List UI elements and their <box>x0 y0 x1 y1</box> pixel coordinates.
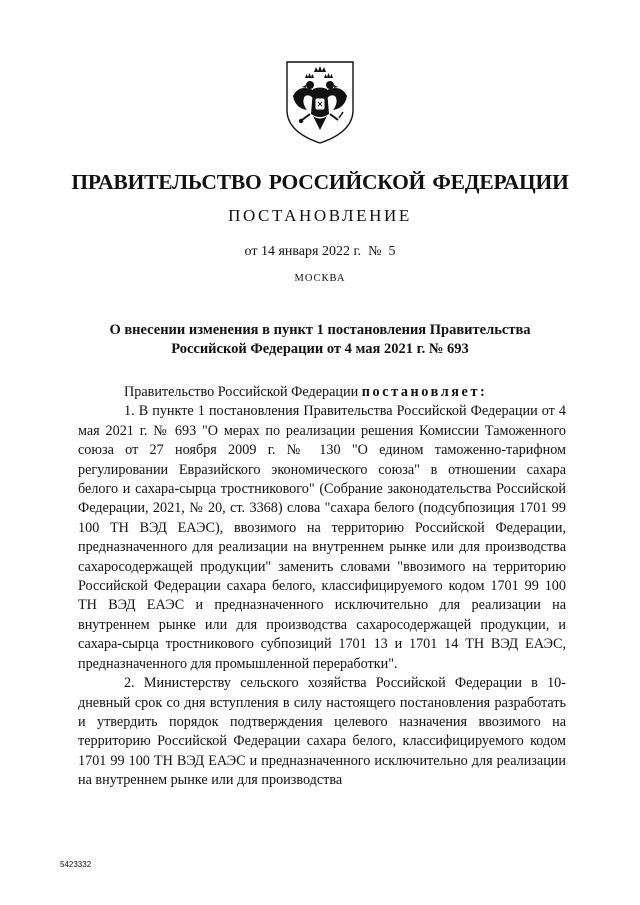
document-subject <box>0 321 640 359</box>
intro-paragraph <box>78 383 566 402</box>
russian-coat-of-arms-icon <box>283 58 357 146</box>
page-code: 5423332 <box>60 860 92 869</box>
document-date-number: от 14 января 2022 г. № 5 <box>244 244 396 259</box>
subject-line-2: Российской Федерации от 4 мая 2021 г. № 693 <box>171 341 469 357</box>
intro-text: Правительство Российской Федерации <box>124 384 362 400</box>
subject-line-1: О внесении изменения в пункт 1 постановления Правительства <box>109 322 531 338</box>
intro-decree-word: постановляет: <box>361 384 488 400</box>
document-body <box>78 383 566 791</box>
government-title: ПРАВИТЕЛЬСТВО РОССИЙСКОЙ ФЕДЕРАЦИИ <box>71 170 569 194</box>
document-city: МОСКВА <box>294 273 346 284</box>
document-type: ПОСТАНОВЛЕНИЕ <box>228 206 412 225</box>
paragraph-1: 1. В пункте 1 постановления Правительства Российской Федерации от 4 мая 2021 г. № 693 "О мерах по реализации решения Комиссии Таможенного союза от 27 ноября 2009 г. № 130 "О едином таможенно-тарифном регулировании Евразийского экономического союза" в отношении сахара белого и сахара-сырца тростникового" (Собрание законодательства Российской Федерации, 2021, № 20, ст. 3368) слова "сахара белого (подсубпозиция 1701 99 100 ТН ВЭД ЕАЭС), ввозимого на территорию Российской Федерации, предназначенного для реализации на внутреннем рынке или для производства сахаросодержащей продукции" заменить словами "ввозимого на территорию Российской Федерации сахара белого, классифицируемого кодом 1701 99 100 ТН ВЭД ЕАЭС и предназначенного исключительно для реализации на внутреннем рынке или для производства сахаросодержащей продукции, и сахара-сырца тростникового субпозиций 1701 13 и 1701 14 ТН ВЭД ЕАЭС, предназначенного для промышленной переработки". <box>78 403 566 672</box>
paragraph-2: 2. Министерству сельского хозяйства Российской Федерации в 10-дневный срок со дня вступления в силу настоящего постановления разработать и утвердить порядок подтверждения целевого назначения ввозимого на территорию Российской Федерации сахара белого, классифицируемого кодом 1701 99 100 ТН ВЭД ЕАЭС и предназначенного исключительно для реализации на внутреннем рынке или для производства <box>78 675 566 789</box>
